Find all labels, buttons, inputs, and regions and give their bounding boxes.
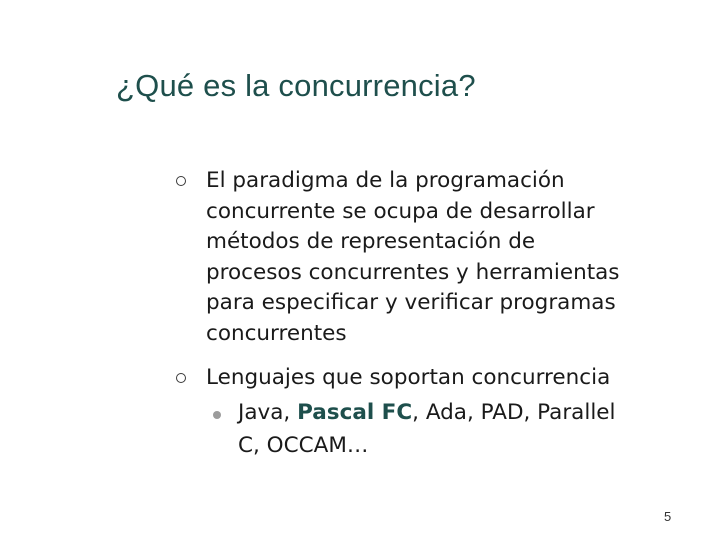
bullet-item (206, 363, 686, 394)
hollow-bullet-icon (176, 373, 186, 383)
bullet-line: El paradigma de la programación (206, 168, 565, 193)
filled-bullet-icon (213, 411, 221, 419)
sub-bullet-line (238, 396, 698, 429)
bullet-item (206, 166, 686, 349)
bullet-line: concurrentes (206, 320, 347, 346)
page-number: 5 (664, 509, 672, 524)
highlight-term: Pascal FC (297, 400, 413, 425)
slide-title: ¿Qué es la concurrencia? (116, 68, 476, 103)
sub-bullet-line: C, OCCAM… (238, 433, 369, 458)
bullet-line: concurrente se ocupa de desarrollar (206, 198, 595, 224)
bullet-text: Lenguajes que soportan concurrencia (206, 365, 611, 390)
hollow-bullet-icon (176, 176, 186, 186)
sub-prefix: Java, (238, 400, 298, 425)
bullet-line: para especificar y verificar programas (206, 290, 616, 315)
sub-bullet-item (238, 396, 698, 462)
bullet-line: métodos de representación de (206, 229, 536, 254)
sub-suffix: , Ada, PAD, Parallel (412, 400, 616, 425)
bullet-line: procesos concurrentes y herramientas (206, 259, 620, 285)
